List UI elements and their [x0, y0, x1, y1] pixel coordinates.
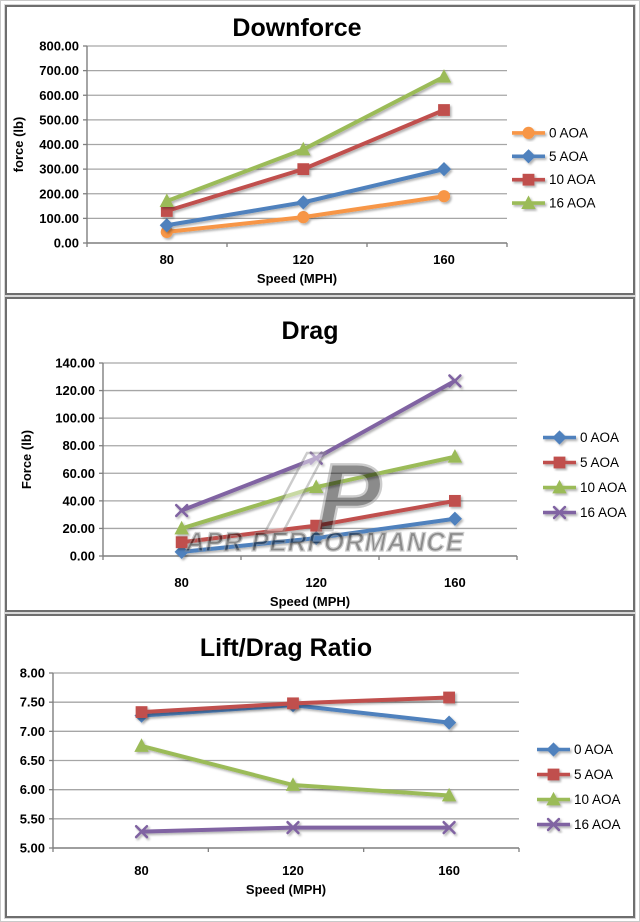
legend-item	[512, 127, 545, 138]
legend-marker	[547, 743, 560, 756]
downforce-chart-panel	[5, 5, 635, 295]
legend-label: 16 AOA	[574, 817, 621, 832]
legend-item	[537, 743, 570, 756]
watermark-text: APR PERFORMANCE	[185, 527, 464, 557]
y-tick-label: 60.00	[62, 465, 95, 481]
y-tick-label: 200.00	[39, 186, 79, 202]
series-10-aoa	[135, 739, 455, 801]
x-tick-label: 120	[292, 252, 315, 267]
legend-label: 10 AOA	[574, 792, 621, 807]
legend-label: 16 AOA	[549, 195, 596, 211]
y-tick-label: 7.50	[19, 694, 45, 710]
chart-title: Downforce	[232, 14, 362, 42]
legend	[512, 125, 596, 210]
legend-label: 0 AOA	[549, 125, 589, 141]
chart-title: Lift/Drag Ratio	[199, 634, 373, 662]
legend-marker	[522, 150, 535, 163]
legend-marker	[523, 127, 534, 138]
data-point-marker	[298, 212, 309, 223]
y-tick-label: 6.00	[19, 782, 45, 798]
drag-chart	[7, 299, 633, 610]
data-point-marker	[298, 164, 309, 175]
x-axis-title: Speed (MPH)	[256, 271, 338, 286]
data-point-marker	[288, 698, 299, 709]
x-axis-title: Speed (MPH)	[245, 882, 327, 897]
legend-marker	[554, 457, 565, 468]
drag-chart-panel	[5, 297, 635, 612]
x-tick-label: 160	[438, 863, 460, 878]
data-point-marker	[444, 692, 455, 703]
legend-marker	[523, 174, 534, 185]
y-tick-label: 500.00	[39, 112, 79, 128]
x-tick-label: 160	[433, 252, 455, 267]
data-point-marker	[438, 70, 451, 82]
legend-item	[537, 769, 570, 780]
y-tick-label: 5.50	[19, 811, 45, 827]
legend	[543, 430, 627, 520]
y-axis-title: force (lb)	[11, 116, 26, 173]
legend-label: 16 AOA	[580, 505, 627, 520]
legend-item	[543, 481, 576, 493]
y-tick-label: 100.00	[39, 210, 79, 226]
legend-label: 0 AOA	[574, 742, 614, 757]
x-tick-label: 120	[282, 863, 304, 878]
legend-item	[512, 197, 545, 209]
x-axis-title: Speed (MPH)	[269, 594, 351, 609]
x-tick-label: 120	[305, 575, 328, 590]
lift-drag-ratio-chart-panel	[5, 614, 635, 918]
data-point-marker	[136, 707, 147, 718]
y-tick-label: 0.00	[69, 548, 95, 564]
x-tick-label: 80	[159, 252, 175, 267]
y-tick-label: 8.00	[19, 665, 45, 681]
legend-item	[543, 457, 576, 468]
legend-item	[512, 150, 545, 163]
legend-label: 0 AOA	[580, 430, 620, 445]
legend-marker	[548, 769, 559, 780]
y-tick-label: 100.00	[55, 410, 95, 426]
y-tick-label: 80.00	[62, 438, 95, 454]
y-tick-label: 300.00	[39, 161, 79, 177]
data-point-marker	[450, 495, 461, 506]
legend-item	[537, 819, 570, 830]
legend	[537, 742, 621, 832]
y-tick-label: 400.00	[39, 137, 79, 152]
x-tick-label: 80	[134, 863, 149, 878]
y-tick-label: 0.00	[53, 235, 79, 251]
legend-label: 5 AOA	[580, 455, 620, 470]
x-tick-label: 80	[174, 575, 189, 590]
y-tick-label: 700.00	[39, 63, 79, 79]
legend-item	[537, 793, 570, 805]
downforce-chart	[7, 7, 633, 293]
series-16-aoa	[136, 822, 454, 837]
data-point-marker	[449, 512, 462, 525]
series-16-aoa	[160, 70, 450, 206]
y-tick-label: 5.00	[19, 840, 45, 856]
y-tick-label: 600.00	[39, 87, 79, 103]
x-tick-label: 160	[444, 575, 466, 590]
legend-label: 10 AOA	[580, 480, 627, 495]
y-tick-label: 800.00	[39, 38, 79, 54]
y-tick-label: 7.00	[19, 723, 45, 739]
series-line	[167, 110, 444, 211]
y-tick-label: 20.00	[62, 520, 95, 536]
legend-label: 5 AOA	[574, 767, 614, 782]
apr-logo-p: P	[317, 444, 382, 551]
data-point-marker	[439, 105, 450, 116]
data-point-marker	[161, 206, 172, 217]
y-tick-label: 40.00	[62, 493, 95, 509]
chart-title: Drag	[281, 317, 339, 345]
y-tick-label: 6.50	[19, 753, 45, 768]
data-point-marker	[443, 716, 456, 729]
data-point-marker	[438, 191, 449, 202]
legend-item	[543, 431, 576, 444]
legend-item	[543, 507, 576, 518]
legend-label: 5 AOA	[549, 148, 589, 164]
legend-label: 10 AOA	[549, 172, 596, 188]
legend-item	[512, 174, 545, 185]
legend-marker	[553, 431, 566, 444]
data-point-marker	[297, 196, 310, 209]
lift-drag-ratio-chart	[7, 616, 633, 916]
y-axis-title: Force (lb)	[19, 429, 34, 490]
y-tick-label: 140.00	[55, 355, 95, 371]
y-tick-label: 120.00	[55, 383, 95, 399]
data-point-marker	[438, 163, 451, 176]
